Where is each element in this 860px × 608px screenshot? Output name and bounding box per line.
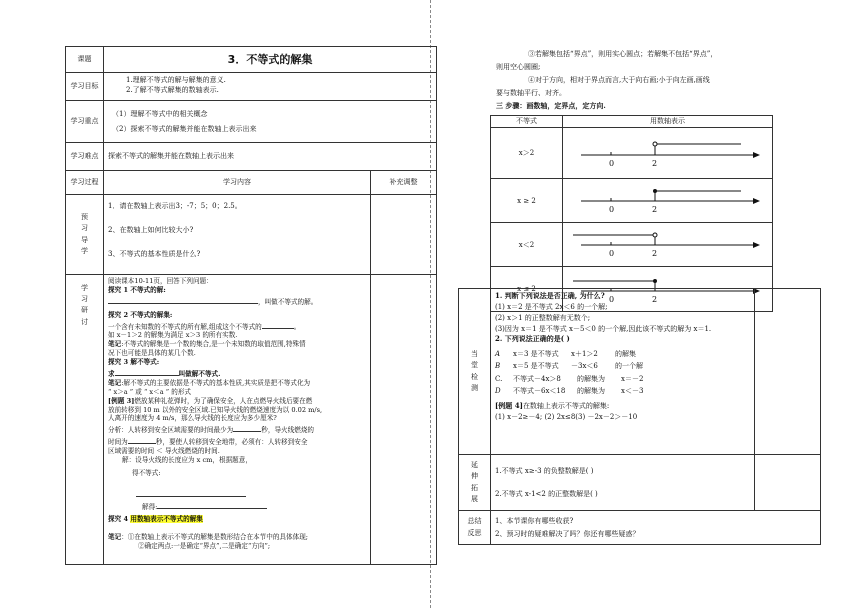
axis-arrow	[753, 152, 760, 158]
test-q1c: (3)因为 x＝1 是不等式 x－5＜0 的一个解,因此该不等式的解为 x＝1.	[495, 324, 712, 333]
key-label: 学习重点	[66, 101, 104, 143]
label-two: 2	[652, 159, 658, 168]
note-cont-4: 要与数轴平行、对齐。	[496, 88, 566, 97]
difficulty-label: 学习难点	[66, 143, 104, 171]
label-zero: 0	[609, 249, 615, 259]
label-two: 2	[652, 205, 658, 215]
example3-text: 放前转移到 10 m 以外的安全区域.已知导火线的燃烧速度为以 0.02 m/s,	[108, 405, 323, 414]
content-header: 学习内容	[104, 171, 371, 195]
test-label: 当 堂 检 测	[459, 289, 491, 455]
extension-q2: 2.不等式 x-1<2 的正整数解是( )	[495, 489, 598, 498]
row-ge	[491, 179, 773, 223]
preview-q2: 2、在数轴上如何比较大小?	[108, 226, 194, 235]
number-line-gt	[563, 128, 771, 175]
analysis-blank[interactable]	[233, 423, 261, 432]
label-zero: 0	[609, 159, 615, 168]
note2-text: :解不等式的主要依据是不等式的基本性质,其实质是把不等式化为	[121, 378, 311, 387]
options-block	[495, 348, 750, 397]
solid-point	[653, 279, 657, 283]
summary-cell	[491, 511, 821, 545]
note-cont-2: 则用空心圆圈;	[496, 62, 541, 71]
test-q1: 1. 判断下列说法是否正确, 为什么?	[495, 291, 605, 300]
ineq-ge: x ≥ 2	[491, 179, 563, 223]
extension-supp	[755, 455, 821, 511]
open-point	[653, 233, 657, 237]
extension-label: 延 伸 拓 展	[459, 455, 491, 511]
test-q1a: (1) x＝2 是不等式 2x＜6 的一个解;	[495, 302, 608, 311]
explore2-end: 。	[293, 322, 301, 331]
analysis-text: 秒，导火线燃烧的	[261, 426, 315, 435]
analysis-text: 时间为	[108, 438, 128, 447]
note-cont-3: ④对于方向，相对于界点而言,大于向右画;小于向左画,画线	[528, 75, 710, 84]
note2-label: 笔记	[108, 378, 122, 387]
solution-ineq-blank[interactable]	[136, 488, 246, 497]
solve-blank[interactable]	[157, 500, 267, 509]
explore3-pre: 求	[108, 370, 115, 379]
axis-arrow	[753, 198, 760, 204]
option-b[interactable]: B x＝5 是不等式 －3x＜6 的一个解	[495, 362, 643, 371]
goal-item: 2.了解不等式解集的数轴表示.	[126, 86, 219, 95]
solution-text: 解：设导火线的长度应为 x cm，根据题意，	[122, 456, 252, 465]
study-intro: 阅读课本10-11页，回答下列问题：	[108, 277, 213, 285]
extension-q1: 1.不等式 x≥-3 的负整数解是( )	[495, 467, 594, 476]
explore4-highlight: 用数轴表示不等式的解集	[130, 514, 203, 523]
summary-label: 总结 反思	[459, 511, 491, 545]
note3-text-cont: ②确定两点:一是确定“界点”,二是确定“方向”;	[138, 542, 271, 551]
open-point	[653, 142, 657, 146]
explore4-title: 探究 4	[108, 514, 131, 523]
preview-cell	[104, 195, 371, 275]
label-zero: 0	[609, 205, 615, 215]
extension-cell	[491, 455, 755, 511]
summary-q1: 1、本节课你有哪些收获?	[495, 516, 574, 525]
note-continuation	[496, 48, 776, 113]
steps-heading: 三 步骤：画数轴，定界点，定方向.	[496, 100, 606, 110]
supplement-header: 补充调整	[371, 171, 437, 195]
analysis-text: 分析：人转移到安全区域需要的时间最少为	[108, 426, 234, 435]
note1-label: 笔记	[108, 340, 122, 349]
note3-label: 笔记	[108, 533, 122, 542]
row-lt	[491, 223, 773, 267]
study-supp	[371, 275, 437, 565]
note1-text-cont: 况下也可能是具体的某几个数.	[108, 349, 196, 358]
right-worksheet-table	[458, 288, 821, 545]
explore1-title: 探究 1 不等式的解:	[108, 285, 166, 294]
solve-label: 解得:	[142, 502, 158, 511]
col-inequality: 不等式	[491, 116, 563, 128]
preview-supp	[371, 195, 437, 275]
explore2-blank[interactable]	[262, 320, 294, 329]
explore2-title: 探究 2 不等式的解集:	[108, 310, 173, 319]
explore3-blank[interactable]	[115, 367, 179, 376]
explore1-text: ，叫做不等式的解。	[258, 297, 318, 306]
difficulty-text: 探索不等式的解集并能在数轴上表示出来	[104, 143, 437, 171]
explore2-text: 一个含有未知数的不等式的所有解,组成这个不等式的	[108, 322, 262, 331]
number-line-lt	[563, 223, 771, 263]
ineq-le: x ≤ 2	[491, 267, 563, 311]
study-cell	[104, 275, 371, 565]
example3-text: 燃放某种礼花弹时，为了确保安全，人在点燃导火线后要在燃	[134, 396, 313, 405]
ineq-lt: x＜2	[491, 223, 563, 267]
test-q1b: (2) x＞1 的正整数解有无数个;	[495, 313, 591, 322]
number-line-table	[490, 115, 773, 312]
preview-q3: 3、不等式的基本性质是什么?	[108, 250, 201, 259]
note1-text: :不等式的解集是一个数的集合,是一个未知数的取值范围,特殊情	[121, 340, 306, 349]
example4-title: [例题 4]	[495, 401, 523, 411]
topic-label: 课题	[66, 47, 104, 73]
analysis-text: 区域需要的时间 ＜ 导火线燃烧的时间.	[108, 447, 220, 456]
goals-label: 学习目标	[66, 73, 104, 101]
test-q2: 2. 下列说法正确的是( )	[495, 334, 570, 344]
key-item: （2）探索不等式的解集并能在数轴上表示出来	[112, 124, 257, 133]
label-two: 2	[652, 249, 658, 259]
analysis-text: 秒，要使人转移到安全地带，必须有：人转移到安全	[155, 438, 308, 447]
solution-ineq-label: 得不等式:	[132, 468, 161, 477]
study-label: 学 习 研 讨	[66, 275, 104, 565]
goal-item: 1.理解不等式的解与解集的意义.	[126, 76, 226, 84]
solid-point	[653, 189, 657, 193]
test-cell	[491, 289, 755, 455]
example3-title: [例题 3]	[108, 396, 135, 405]
preview-q1: 1．请在数轴上表示出3；-7；5；0；2.5。	[108, 202, 242, 210]
explore1-blank[interactable]	[108, 295, 258, 304]
label-zero: 0	[609, 295, 615, 305]
left-worksheet-table	[65, 46, 437, 565]
option-a[interactable]: A x＝3 是不等式 x＋1＞2 的解集	[495, 350, 636, 359]
summary-q2: 2、预习时的疑难解决了吗？你还有哪些疑惑？	[495, 529, 640, 538]
col-axis: 用数轴表示	[563, 116, 773, 128]
axis-arrow	[753, 242, 760, 248]
note2-text-cont: “ x＞a ” 或 “ x＜a ” 的形式	[108, 387, 192, 396]
preview-label: 预 习 导 学	[66, 195, 104, 275]
option-d[interactable]: D 不等式－6x＜18 的解集为 x＜－3	[495, 386, 644, 395]
note-cont-1: ③若解集包括“界点”，则用实心圆点；若解集不包括“界点”，	[528, 50, 718, 58]
explore2-example: 如 x－1＞2 的解集为满足 x＞3 的所有实数.	[108, 331, 238, 340]
label-two: 2	[652, 295, 658, 305]
key-item: （1）理解不等式中的相关概念	[112, 110, 208, 119]
example4-text: 在数轴上表示不等式的解集:	[522, 402, 610, 411]
page-title: 3．不等式的解集	[104, 47, 437, 73]
goals-cell	[104, 73, 437, 101]
explore3-title: 探究 3 解不等式:	[108, 358, 160, 367]
ineq-gt: x＞2	[491, 128, 563, 179]
example4-items: (1) x－2≥－4; (2) 2x≤8(3) －2x－2＞－10	[495, 413, 638, 422]
explore3-post: 叫做解不等式.	[178, 370, 221, 379]
example3-text: 人离开的速度为 4 m/s，那么导火线的长度应为多少厘米?	[108, 414, 277, 423]
number-line-ge	[563, 179, 771, 219]
row-gt	[491, 128, 773, 179]
process-label: 学习过程	[66, 171, 104, 195]
option-c[interactable]: C. 不等式－4x＞8 的解集为 x＝－2	[495, 374, 644, 383]
note3-text: ：①在数轴上表示不等式的解集是数形结合在本节中的具体体现;	[121, 533, 309, 542]
analysis-blank[interactable]	[128, 435, 156, 444]
key-cell	[104, 101, 437, 143]
test-supp	[755, 289, 821, 455]
